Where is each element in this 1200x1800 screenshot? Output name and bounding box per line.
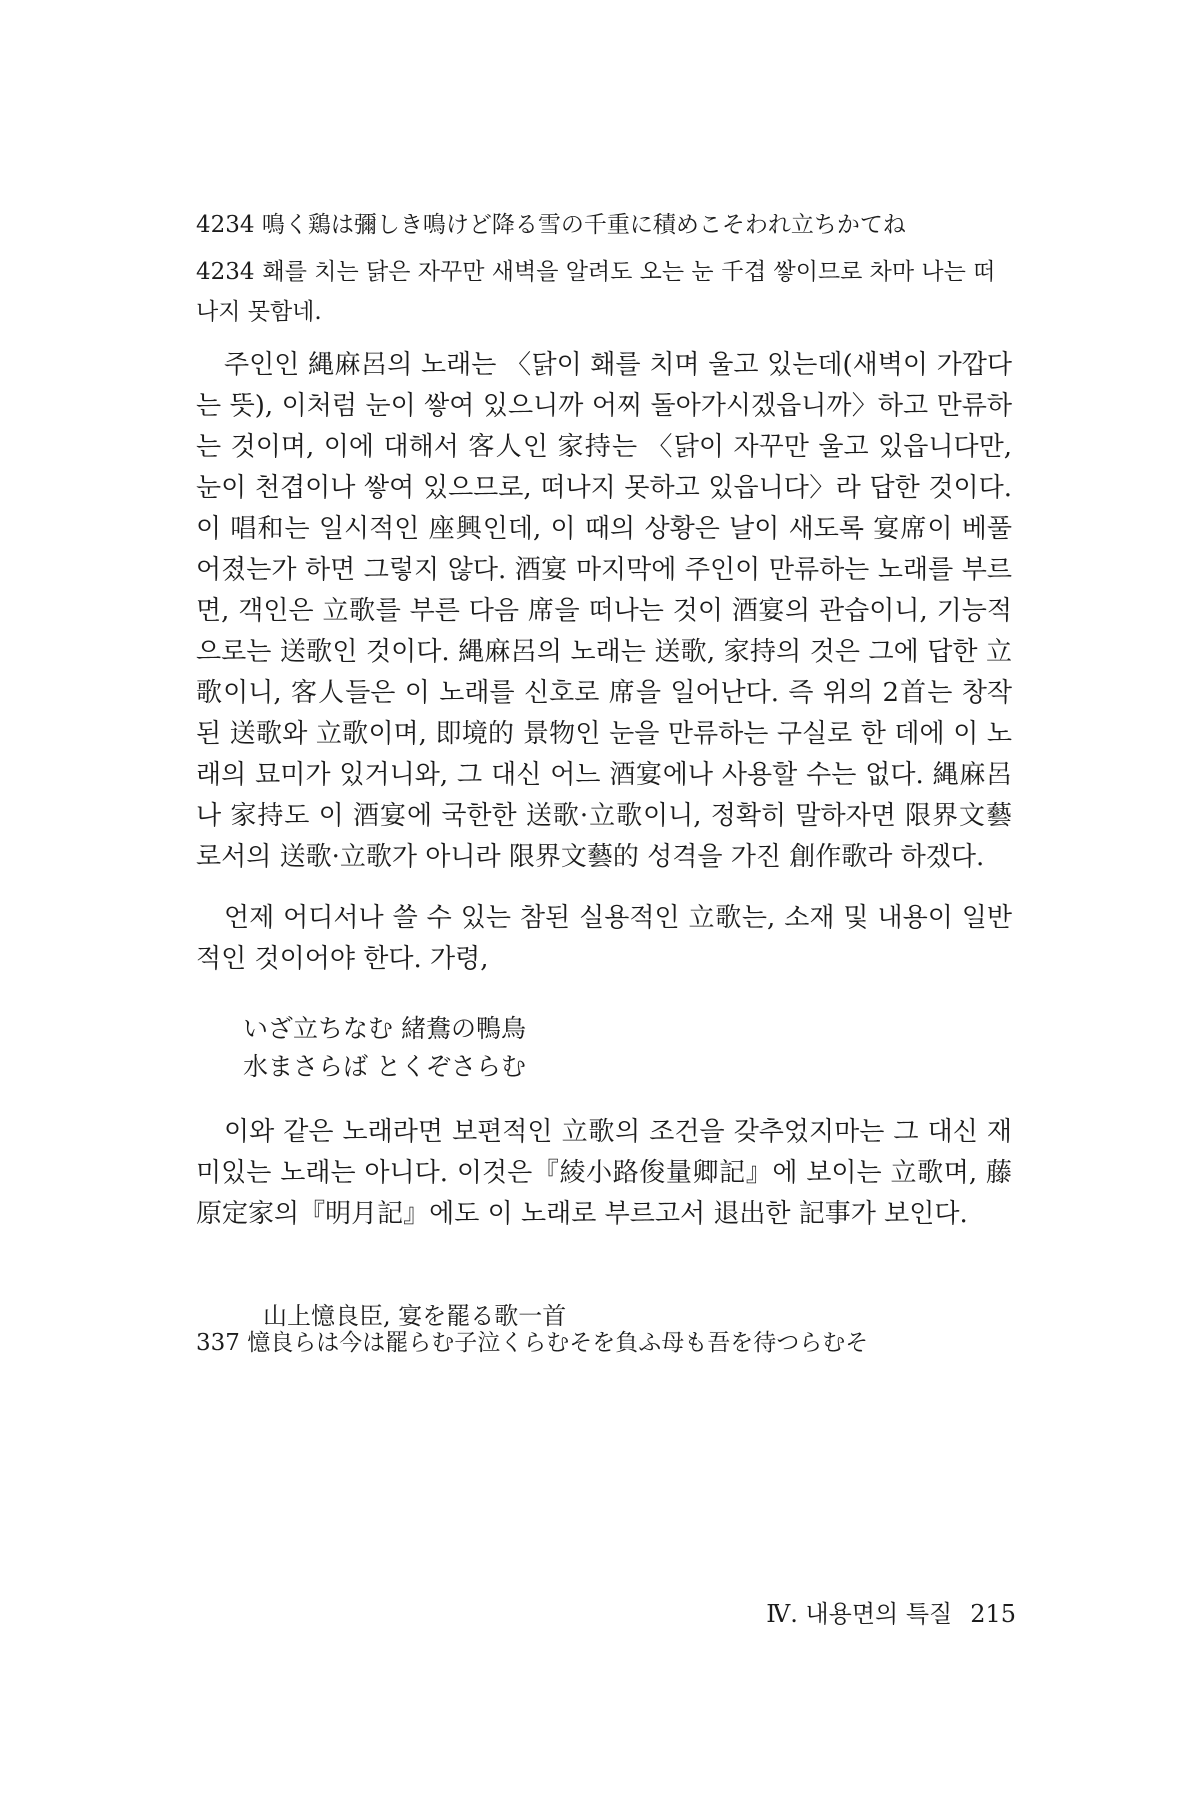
verse-text: 鳴く鶏は彌しき鳴けど降る雪の千重に積めこそわれ立ちかてね — [261, 212, 906, 238]
paragraph-3: 이와 같은 노래라면 보편적인 立歌의 조건을 갖추었지마는 그 대신 재미있는 노래는 아니다. 이것은『綾小路俊量卿記』에 보이는 立歌며, 藤原定家의『明月記』에도 이 노래로 부르고서 退出한 記事가 보인다. — [196, 1117, 1012, 1229]
page-number: 215 — [970, 1600, 1016, 1628]
page-footer — [716, 1594, 1016, 1629]
verse-4234 — [196, 212, 1016, 238]
poem-line-1: いざ立ちなむ 緒鴦の鴨鳥 — [243, 1014, 526, 1043]
verse-number: 4234 — [196, 212, 255, 238]
translation-text: 홰를 치는 닭은 자꾸만 새벽을 알려도 오는 눈 千겹 쌓이므로 차마 나는 떠나지 못함네. — [196, 259, 996, 325]
translation-4234 — [196, 252, 1016, 332]
paragraph-2: 언제 어디서나 쓸 수 있는 참된 실용적인 立歌는, 소재 및 내용이 일반적인 것이어야 한다. 가령, — [196, 903, 1012, 974]
verse-text: 憶良らは今は罷らむ子泣くらむそを負ふ母も吾を待つらむそ — [247, 1330, 869, 1356]
poem-heading: 山上憶良臣, 宴を罷る歌一首 — [263, 1302, 567, 1330]
running-section-title: Ⅳ. 내용면의 특질 — [766, 1600, 953, 1628]
quoted-poem — [243, 1010, 743, 1086]
verse-number: 337 — [196, 1330, 240, 1356]
poem-line-2: 水まさらば とくぞさらむ — [243, 1052, 526, 1081]
translation-number: 4234 — [196, 259, 255, 285]
verse-337 — [196, 1330, 1016, 1356]
paragraph-1: 주인인 縄麻呂의 노래는 〈닭이 홰를 치며 울고 있는데(새벽이 가깝다는 뜻), 이처럼 눈이 쌓여 있으니까 어찌 돌아가시겠읍니까〉하고 만류하는 것이며, 이에 대해서 客人인 家持는 〈닭이 자꾸만 울고 있읍니다만, 눈이 천겹이나 쌓여 있으므로, 떠나지 못하고 있읍니다〉라 답한 것이다. 이 唱和는 일시적인 座興인데, 이 때의 상황은 날이 새도록 宴席이 베풀어졌는가 하면 그렇지 않다. 酒宴 마지막에 주인이 만류하는 노래를 부르면, 객인은 立歌를 부른 다음 席을 떠나는 것이 酒宴의 관습이니, 기능적으로는 送歌인 것이다. 縄麻呂의 노래는 送歌, 家持의 것은 그에 답한 立歌이니, 客人들은 이 노래를 신호로 席을 일어난다. 즉 위의 2首는 창작된 送歌와 立歌이며, 即境的 景物인 눈을 만류하는 구실로 한 데에 이 노래의 묘미가 있거니와, 그 대신 어느 酒宴에나 사용할 수는 없다. 縄麻呂나 家持도 이 酒宴에 국한한 送歌·立歌이니, 정확히 말하자면 限界文藝로서의 送歌·立歌가 아니라 限界文藝的 성격을 가진 創作歌라 하겠다. — [196, 350, 1012, 872]
